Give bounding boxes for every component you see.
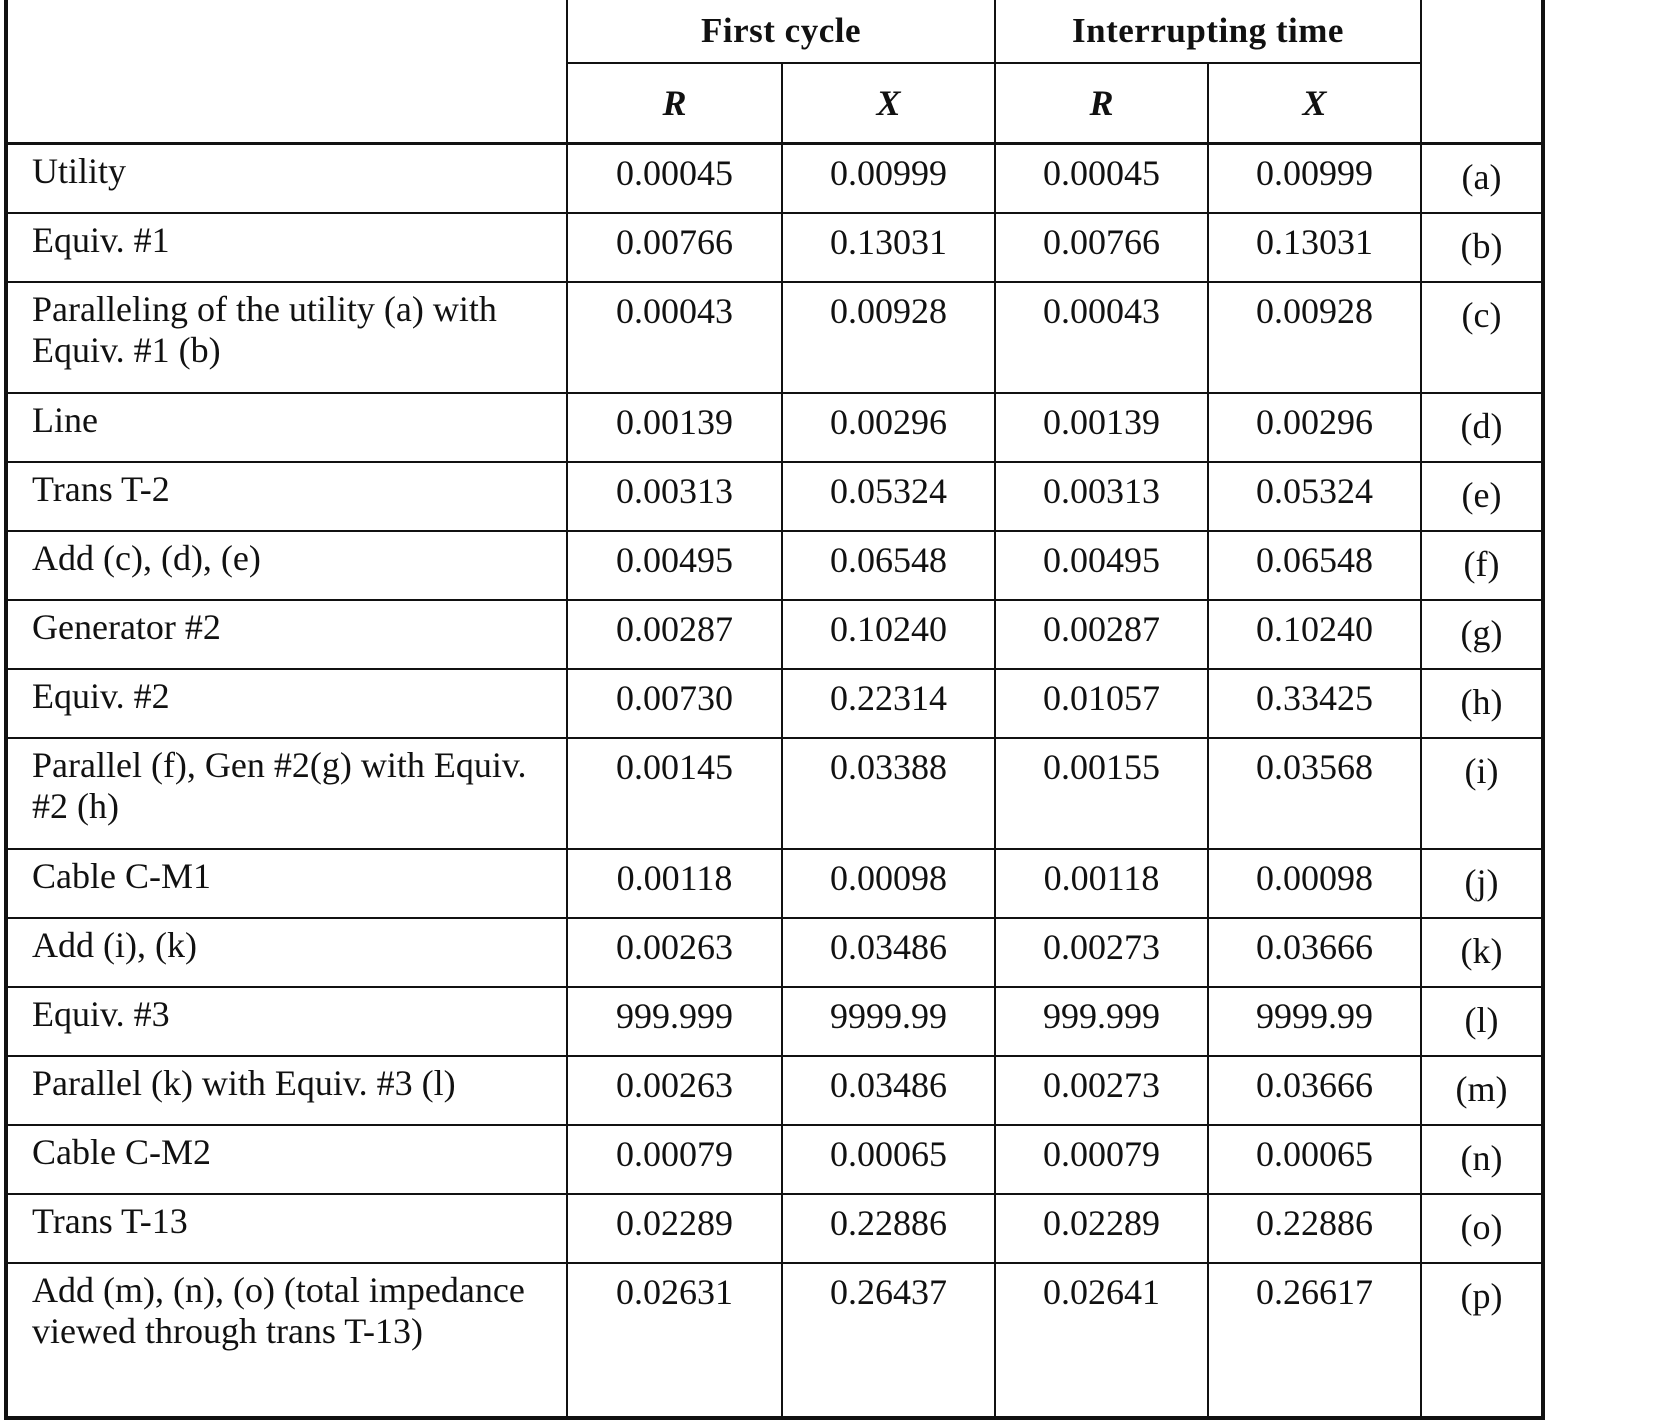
interrupting-r: 0.00139 bbox=[995, 393, 1208, 462]
row-label: Line bbox=[6, 393, 567, 462]
interrupting-r: 0.00045 bbox=[995, 144, 1208, 214]
first-cycle-x: 0.00065 bbox=[782, 1125, 995, 1194]
interrupting-x: 0.03666 bbox=[1208, 1056, 1421, 1125]
table-row bbox=[6, 1125, 1543, 1194]
interrupting-r: 0.00155 bbox=[995, 738, 1208, 849]
first-cycle-x: 0.06548 bbox=[782, 531, 995, 600]
row-label: Trans T-13 bbox=[6, 1194, 567, 1263]
first-cycle-r: 0.00139 bbox=[567, 393, 782, 462]
first-cycle-x: 0.13031 bbox=[782, 213, 995, 282]
header-first-cycle: First cycle bbox=[567, 0, 995, 63]
interrupting-x: 0.00065 bbox=[1208, 1125, 1421, 1194]
first-cycle-r: 0.00730 bbox=[567, 669, 782, 738]
interrupting-x: 0.10240 bbox=[1208, 600, 1421, 669]
interrupting-x: 0.06548 bbox=[1208, 531, 1421, 600]
row-reference: (l) bbox=[1421, 987, 1543, 1056]
header-interrupting-time: Interrupting time bbox=[995, 0, 1421, 63]
first-cycle-r: 0.00263 bbox=[567, 1056, 782, 1125]
interrupting-r: 0.00079 bbox=[995, 1125, 1208, 1194]
first-cycle-r: 0.02631 bbox=[567, 1263, 782, 1418]
row-reference: (d) bbox=[1421, 393, 1543, 462]
table-row bbox=[6, 462, 1543, 531]
first-cycle-x: 0.00928 bbox=[782, 282, 995, 393]
row-reference: (n) bbox=[1421, 1125, 1543, 1194]
table-row bbox=[6, 282, 1543, 393]
first-cycle-x: 0.22886 bbox=[782, 1194, 995, 1263]
interrupting-r: 0.00495 bbox=[995, 531, 1208, 600]
interrupting-x: 0.00098 bbox=[1208, 849, 1421, 918]
interrupting-x: 0.00928 bbox=[1208, 282, 1421, 393]
row-reference: (b) bbox=[1421, 213, 1543, 282]
first-cycle-r: 999.999 bbox=[567, 987, 782, 1056]
row-reference: (a) bbox=[1421, 144, 1543, 214]
subheader-first-cycle-x: X bbox=[782, 63, 995, 144]
first-cycle-r: 0.00766 bbox=[567, 213, 782, 282]
interrupting-r: 0.00313 bbox=[995, 462, 1208, 531]
table-row bbox=[6, 1056, 1543, 1125]
interrupting-x: 0.00999 bbox=[1208, 144, 1421, 214]
first-cycle-x: 0.03486 bbox=[782, 918, 995, 987]
row-reference: (h) bbox=[1421, 669, 1543, 738]
interrupting-x: 0.03568 bbox=[1208, 738, 1421, 849]
interrupting-x: 0.00296 bbox=[1208, 393, 1421, 462]
first-cycle-x: 0.26437 bbox=[782, 1263, 995, 1418]
row-label: Cable C-M2 bbox=[6, 1125, 567, 1194]
first-cycle-r: 0.00313 bbox=[567, 462, 782, 531]
first-cycle-x: 0.00098 bbox=[782, 849, 995, 918]
interrupting-r: 0.00273 bbox=[995, 1056, 1208, 1125]
row-label: Generator #2 bbox=[6, 600, 567, 669]
table-row bbox=[6, 987, 1543, 1056]
row-label: Parallel (k) with Equiv. #3 (l) bbox=[6, 1056, 567, 1125]
first-cycle-x: 0.00999 bbox=[782, 144, 995, 214]
interrupting-x: 0.33425 bbox=[1208, 669, 1421, 738]
table-row bbox=[6, 918, 1543, 987]
interrupting-x: 0.03666 bbox=[1208, 918, 1421, 987]
row-label: Add (m), (n), (o) (total impedance viewed through trans T-13) bbox=[6, 1263, 567, 1418]
impedance-table bbox=[4, 0, 1545, 1420]
row-label: Equiv. #2 bbox=[6, 669, 567, 738]
table-row bbox=[6, 393, 1543, 462]
ref-header-cell bbox=[1421, 0, 1543, 144]
row-reference: (o) bbox=[1421, 1194, 1543, 1263]
table-row bbox=[6, 144, 1543, 214]
table-row bbox=[6, 531, 1543, 600]
interrupting-r: 0.00287 bbox=[995, 600, 1208, 669]
first-cycle-r: 0.02289 bbox=[567, 1194, 782, 1263]
subheader-first-cycle-r: R bbox=[567, 63, 782, 144]
interrupting-x: 0.22886 bbox=[1208, 1194, 1421, 1263]
subheader-interrupting-r: R bbox=[995, 63, 1208, 144]
interrupting-x: 9999.99 bbox=[1208, 987, 1421, 1056]
row-reference: (p) bbox=[1421, 1263, 1543, 1418]
row-reference: (i) bbox=[1421, 738, 1543, 849]
interrupting-r: 0.00273 bbox=[995, 918, 1208, 987]
interrupting-x: 0.26617 bbox=[1208, 1263, 1421, 1418]
first-cycle-r: 0.00118 bbox=[567, 849, 782, 918]
table-row bbox=[6, 849, 1543, 918]
interrupting-x: 0.13031 bbox=[1208, 213, 1421, 282]
interrupting-r: 0.00118 bbox=[995, 849, 1208, 918]
first-cycle-r: 0.00045 bbox=[567, 144, 782, 214]
row-label: Utility bbox=[6, 144, 567, 214]
first-cycle-x: 0.03388 bbox=[782, 738, 995, 849]
interrupting-r: 0.01057 bbox=[995, 669, 1208, 738]
row-label: Paralleling of the utility (a) with Equiv. #1 (b) bbox=[6, 282, 567, 393]
first-cycle-x: 0.00296 bbox=[782, 393, 995, 462]
interrupting-r: 0.00766 bbox=[995, 213, 1208, 282]
table-row bbox=[6, 213, 1543, 282]
table-row bbox=[6, 600, 1543, 669]
first-cycle-x: 0.10240 bbox=[782, 600, 995, 669]
row-reference: (f) bbox=[1421, 531, 1543, 600]
first-cycle-x: 0.03486 bbox=[782, 1056, 995, 1125]
row-label: Equiv. #3 bbox=[6, 987, 567, 1056]
first-cycle-r: 0.00079 bbox=[567, 1125, 782, 1194]
table-row bbox=[6, 738, 1543, 849]
row-label: Cable C-M1 bbox=[6, 849, 567, 918]
row-reference: (m) bbox=[1421, 1056, 1543, 1125]
interrupting-r: 0.02641 bbox=[995, 1263, 1208, 1418]
row-reference: (k) bbox=[1421, 918, 1543, 987]
row-reference: (g) bbox=[1421, 600, 1543, 669]
first-cycle-r: 0.00495 bbox=[567, 531, 782, 600]
row-reference: (j) bbox=[1421, 849, 1543, 918]
table-row bbox=[6, 1194, 1543, 1263]
first-cycle-x: 9999.99 bbox=[782, 987, 995, 1056]
first-cycle-r: 0.00263 bbox=[567, 918, 782, 987]
first-cycle-x: 0.22314 bbox=[782, 669, 995, 738]
row-label: Parallel (f), Gen #2(g) with Equiv. #2 (h) bbox=[6, 738, 567, 849]
row-label: Equiv. #1 bbox=[6, 213, 567, 282]
interrupting-x: 0.05324 bbox=[1208, 462, 1421, 531]
first-cycle-x: 0.05324 bbox=[782, 462, 995, 531]
row-reference: (e) bbox=[1421, 462, 1543, 531]
table-row-total bbox=[6, 1263, 1543, 1418]
interrupting-r: 999.999 bbox=[995, 987, 1208, 1056]
row-label: Add (c), (d), (e) bbox=[6, 531, 567, 600]
row-label: Trans T-2 bbox=[6, 462, 567, 531]
row-reference: (c) bbox=[1421, 282, 1543, 393]
interrupting-r: 0.02289 bbox=[995, 1194, 1208, 1263]
first-cycle-r: 0.00287 bbox=[567, 600, 782, 669]
row-label: Add (i), (k) bbox=[6, 918, 567, 987]
first-cycle-r: 0.00043 bbox=[567, 282, 782, 393]
subheader-interrupting-x: X bbox=[1208, 63, 1421, 144]
corner-header-cell bbox=[6, 0, 567, 144]
interrupting-r: 0.00043 bbox=[995, 282, 1208, 393]
first-cycle-r: 0.00145 bbox=[567, 738, 782, 849]
table-row bbox=[6, 669, 1543, 738]
